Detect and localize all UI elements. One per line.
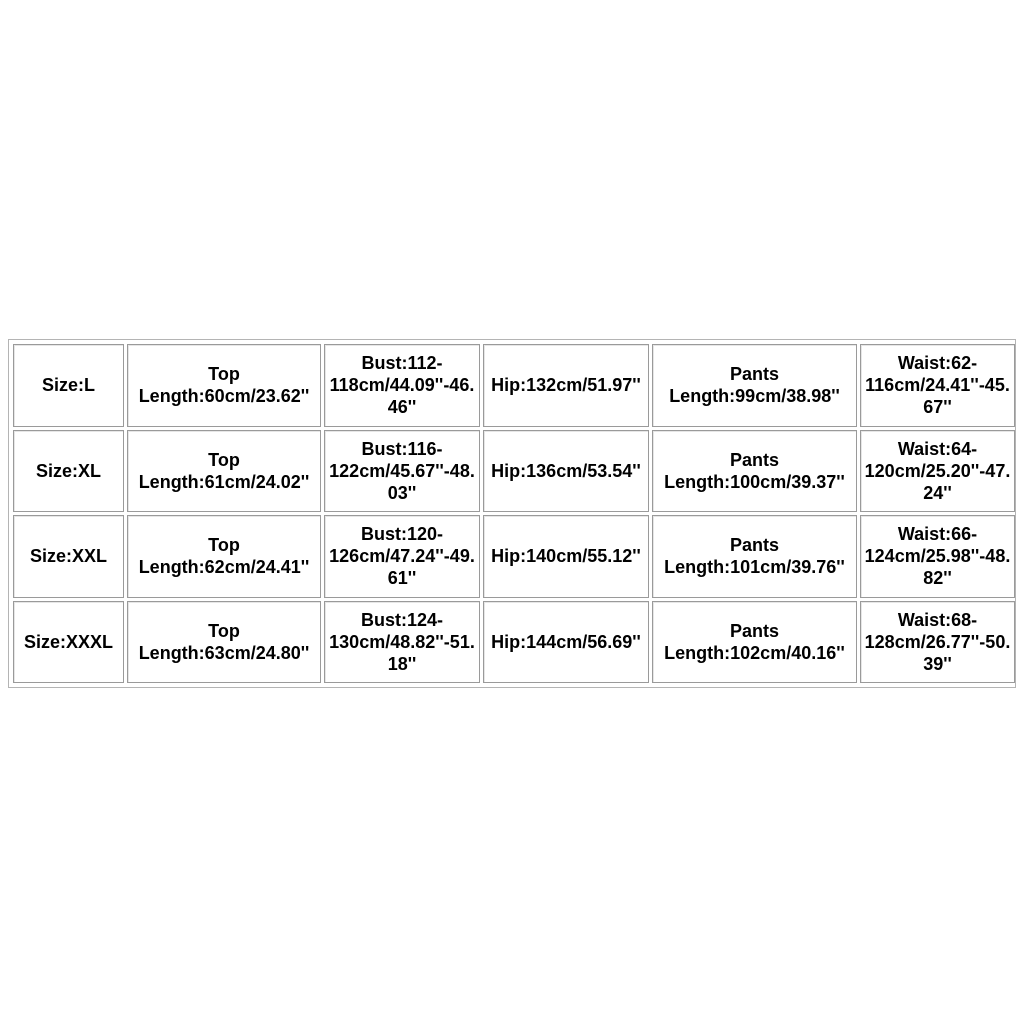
pants-length-cell: Pants Length:101cm/39.76'' [652,515,857,598]
bust-cell: Bust:112-118cm/44.09''-46.46'' [324,344,480,427]
waist-cell: Waist:62-116cm/24.41''-45.67'' [860,344,1015,427]
bust-cell: Bust:124-130cm/48.82''-51.18'' [324,601,480,684]
size-cell: Size:XXXL [13,601,124,684]
top-length-cell: Top Length:60cm/23.62'' [127,344,321,427]
table-row [13,515,1015,598]
waist-cell: Waist:66-124cm/25.98''-48.82'' [860,515,1015,598]
bust-cell: Bust:116-122cm/45.67''-48.03'' [324,430,480,513]
size-chart [8,339,1016,688]
hip-cell: Hip:140cm/55.12'' [483,515,649,598]
hip-cell: Hip:136cm/53.54'' [483,430,649,513]
size-cell: Size:L [13,344,124,427]
pants-length-cell: Pants Length:100cm/39.37'' [652,430,857,513]
bust-cell: Bust:120-126cm/47.24''-49.61'' [324,515,480,598]
pants-length-cell: Pants Length:99cm/38.98'' [652,344,857,427]
top-length-cell: Top Length:62cm/24.41'' [127,515,321,598]
hip-cell: Hip:132cm/51.97'' [483,344,649,427]
hip-cell: Hip:144cm/56.69'' [483,601,649,684]
table-row [13,430,1015,513]
size-cell: Size:XXL [13,515,124,598]
waist-cell: Waist:68-128cm/26.77''-50.39'' [860,601,1015,684]
top-length-cell: Top Length:63cm/24.80'' [127,601,321,684]
table-row [13,344,1015,427]
table-row [13,601,1015,684]
waist-cell: Waist:64-120cm/25.20''-47.24'' [860,430,1015,513]
size-cell: Size:XL [13,430,124,513]
pants-length-cell: Pants Length:102cm/40.16'' [652,601,857,684]
size-table [10,341,1018,686]
top-length-cell: Top Length:61cm/24.02'' [127,430,321,513]
